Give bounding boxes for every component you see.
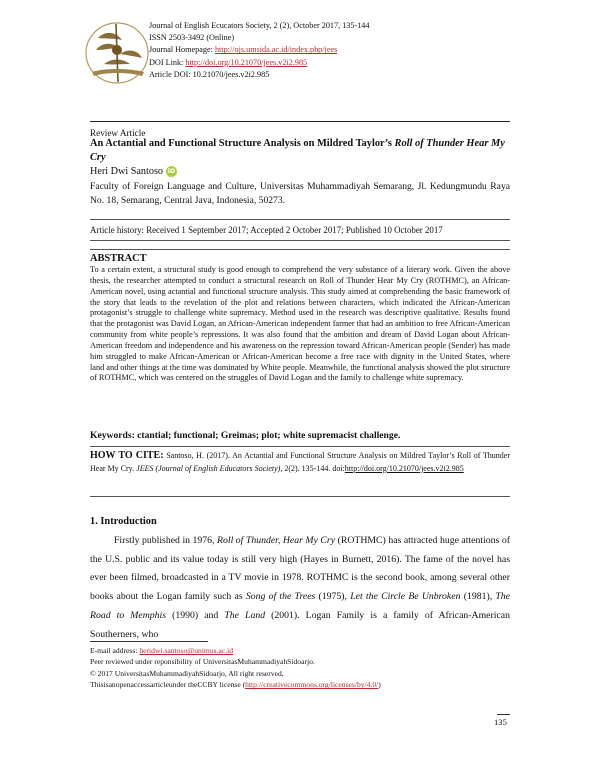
license-line: Thisisanopenaccessarticleunder theCCBY license (http://creativecommons.org/licenses/by/4.0/) <box>90 680 381 690</box>
article-type: Review Article <box>90 128 146 138</box>
email-link[interactable]: heridwi.santoso@unimus.ac.id <box>139 646 234 655</box>
article-doi: Article DOI: 10.21070/jees.v2i2.985 <box>149 69 270 79</box>
homepage-link[interactable]: http://ojs.umsida.ac.id/index.php/jees <box>214 45 338 55</box>
peer-review-note: Peer reviewed under reponsibility of UniversitasMuhammadiyahSidoarjo. <box>90 657 315 667</box>
license-link[interactable]: http://creativecommons.org/licenses/by/4.0/ <box>245 680 379 690</box>
cite-label: HOW TO CITE: <box>90 450 164 461</box>
author-name: Heri Dwi Santoso <box>90 166 164 177</box>
introduction-paragraph: Firstly published in 1976, Roll of Thunder, Hear My Cry (ROTHMC) has attracted huge attentions of the U.S. public and its value today is still very high (Hayes in Burnett, 2016). The fame of the novel has ever been filmed, broadcasted in a TV movie in 1978. ROTHMC is the second book, among several other books about the Logan family such as Song of the Trees (1975), Let the Circle Be Unbroken (1981), The Road to Memphis (1990) and The Land (2001). Logan Family is a family of African-American Southerners, who <box>90 535 510 640</box>
history-bottom-rule <box>90 240 510 241</box>
page-number-rule <box>497 714 510 715</box>
author <box>90 166 177 177</box>
issn: ISSN 2503-3492 (Online) <box>149 33 235 43</box>
abstract-top-rule <box>90 249 510 250</box>
doi-line: DOI Link: http://doi.org/10.21070/jees.v2i2.985 <box>149 57 308 67</box>
footnotes <box>90 645 510 691</box>
footnote-rule <box>90 641 208 642</box>
page-number: 135 <box>494 717 507 727</box>
orcid-icon[interactable]: iD <box>167 167 176 175</box>
abstract-heading: ABSTRACT <box>90 253 147 264</box>
affiliation: Faculty of Foreign Language and Culture, Universitas Muhammadiyah Semarang, Jl. Kedungmundu Raya No. 18, Semarang, Central Java, Indonesia, 50273. <box>90 181 510 206</box>
email-line: E-mail address: heridwi.santoso@unimus.ac.id <box>90 646 234 655</box>
cite-bottom-rule <box>90 496 510 497</box>
doi-link[interactable]: http://doi.org/10.21070/jees.v2i2.985 <box>185 57 308 67</box>
abstract-text: To a certain extent, a structural study is good enough to comprehend the very substance of a literary work. Given the above thesis, the researcher attempted to conduct a structural research on Roll of Thunder Hear My Cry (ROTHMC), an African-American novel, using actantial and functional structure analysis. This study aimed at comprehending the basic framework of the story that leads to the revelation of the plot and relations between characters, which indicated the African-American protagonist’s struggle to challenge white supremacy. Method used in the research was descriptive qualitative. Results found that the protagonist was David Logan, an African-American independent farmer that had an ambition to free African-American community from white people’s repressions. It was also found that the ambition and dream of David Logan about African-American freedom and independence and his awareness on the repression toward African-American people (Sender) has made him struggled to make African-American or African-American become a free race with dignity in the United States, where land and other things at the time was dominated by White people. Meanwhile, the functional analysis showed the plot structure of ROTHMC, which was centered on the struggles of David Logan and the family to challenge white supremacy. <box>90 265 510 383</box>
header-divider <box>90 121 510 122</box>
article-title: An Actantial and Functional Structure Analysis on Mildred Taylor’s Roll of Thunder Hear My Cry <box>90 138 505 164</box>
history-top-rule <box>90 219 510 220</box>
journal-emblem-icon <box>84 20 150 86</box>
keywords: Keywords: ctantial; functional; Greimas; plot; white supremacist challenge. <box>90 430 401 441</box>
homepage-line: Journal Homepage: http://ojs.umsida.ac.id/index.php/jees <box>149 45 338 55</box>
section-heading-introduction: 1. Introduction <box>90 516 157 527</box>
journal-title: Journal of English Ecucators Society, 2 (2), October 2017, 135-144 <box>149 21 370 30</box>
cite-top-rule <box>90 446 510 447</box>
copyright-note: © 2017 UniversitasMuhammadiyahSidoarjo, All right reserved, <box>90 668 284 678</box>
article-history: Article history: Received 1 September 2017; Accepted 2 October 2017; Published 10 October 2017 <box>90 225 443 235</box>
how-to-cite: HOW TO CITE: Santoso, H. (2017). An Actantial and Functional Structure Analysis on Mildred Taylor’s Roll of Thunder Hear My Cry. JEES (Journal of English Educators Society), 2(2). 135-144. doi:http://doi.org/10.21070/jees.v2i2.985 <box>90 450 510 473</box>
journal-header <box>149 20 369 81</box>
cite-doi-link[interactable]: http://doi.org/10.21070/jees.v2i2.985 <box>344 463 464 473</box>
